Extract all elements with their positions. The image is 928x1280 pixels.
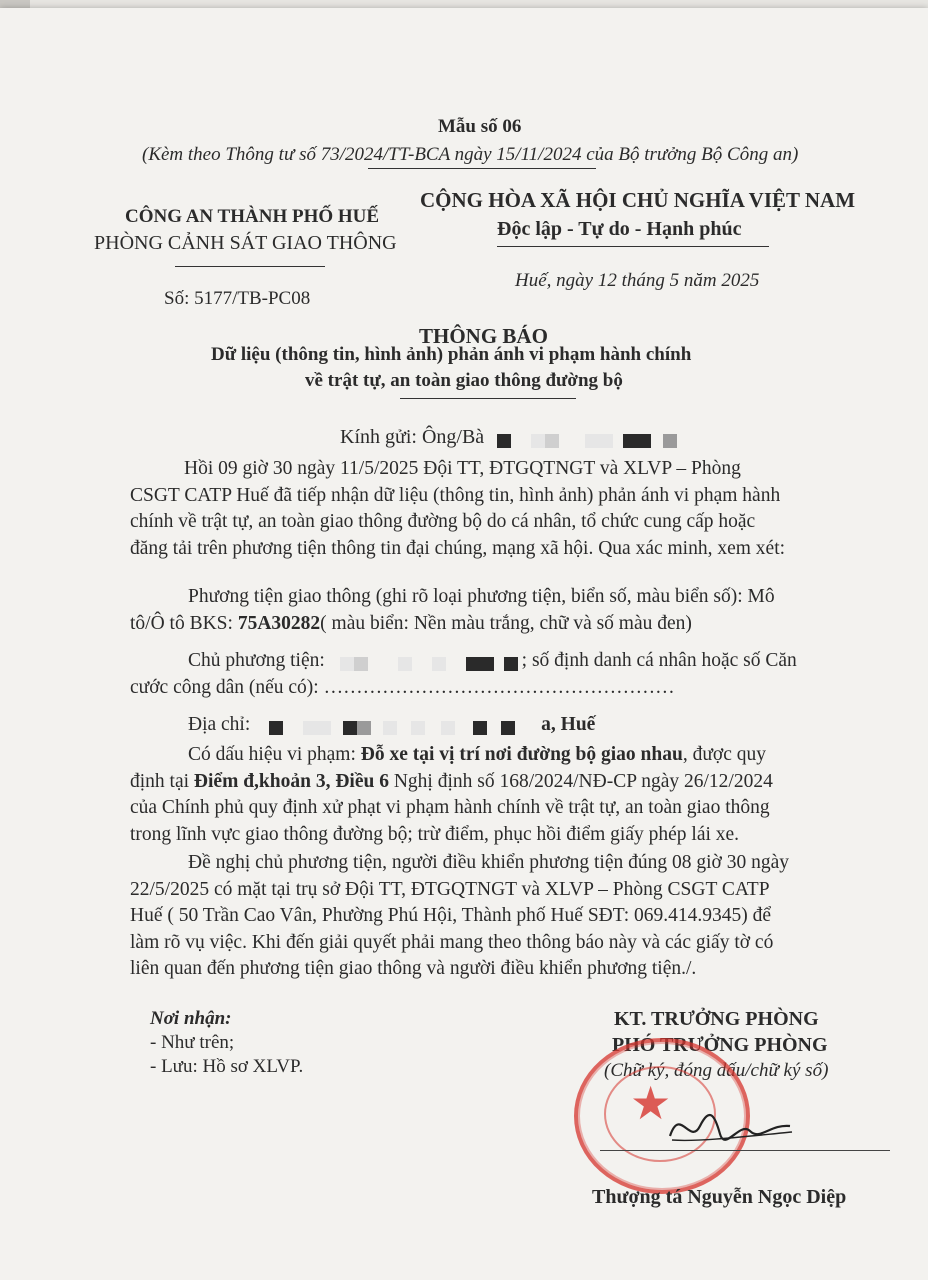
violation-paragraph: [130, 742, 773, 848]
violation-line-4: trong lĩnh vực giao thông đường bộ; trừ điểm, phục hồi điểm giấy phép lái xe.: [130, 823, 740, 845]
recipient-item-2: - Lưu: Hồ sơ XLVP.: [150, 1056, 304, 1077]
request-line-1: Đề nghị chủ phương tiện, người điều khiển phương tiện đúng 08 giờ 30 ngày: [188, 852, 790, 873]
form-attached-note: (Kèm theo Thông tư số 73/2024/TT-BCA ngày 15/11/2024 của Bộ trưởng Bộ Công an): [142, 144, 799, 165]
signer-name: Thượng tá Nguyễn Ngọc Diệp: [592, 1186, 847, 1208]
owner-paragraph: [130, 648, 797, 701]
violation-continuation: , được quy: [682, 744, 767, 765]
address-paragraph: [130, 712, 595, 739]
department-underline: [175, 266, 325, 267]
vehicle-plate: 75A30282: [237, 612, 321, 634]
notice-subtitle-2: về trật tự, an toàn giao thông đường bộ: [305, 370, 623, 391]
violation-description: Đỗ xe tại vị trí nơi đường bộ giao nhau: [360, 744, 683, 765]
request-line-2: 22/5/2025 có mặt tại trụ sở Đội TT, ĐTGQTNGT và XLVP – Phòng CSGT CATP: [130, 878, 770, 900]
document-page: [0, 8, 928, 1280]
request-line-4: làm rõ vụ việc. Khi đến giải quyết phải mang theo thông báo này và các giấy tờ có: [130, 931, 774, 953]
address-line: [130, 712, 595, 739]
notice-title: THÔNG BÁO: [419, 324, 548, 348]
signature-line: [600, 1150, 890, 1151]
attached-underline: [368, 168, 596, 169]
request-line-3: Huế ( 50 Trần Cao Vân, Phường Phú Hội, Thành phố Huế SĐT: 069.414.9345) để: [130, 905, 772, 926]
form-number: Mẫu số 06: [438, 116, 522, 137]
intro-line-2: CSGT CATP Huế đã tiếp nhận dữ liệu (thông tin, hình ảnh) phản ánh vi phạm hành: [130, 484, 781, 506]
national-motto: Độc lập - Tự do - Hạnh phúc: [497, 218, 742, 240]
agency-name: CÔNG AN THÀNH PHỐ HUẾ: [125, 206, 380, 227]
intro-line-3: chính về trật tự, an toàn giao thông đường bộ do cá nhân, tổ chức cung cấp hoặc: [130, 511, 756, 532]
intro-line-4: đăng tải trên phương tiện thông tin đại chúng, mạng xã hội. Qua xác minh, xem xét:: [130, 537, 786, 559]
greeting-text: Kính gửi: Ông/Bà: [340, 426, 485, 448]
subtitle-underline: [400, 398, 576, 399]
violation-label: Có dấu hiệu vi phạm:: [188, 744, 361, 765]
notice-subtitle-1: Dữ liệu (thông tin, hình ảnh) phản ánh vi phạm hành chính: [211, 344, 692, 365]
recipients-heading: Nơi nhận:: [150, 1008, 232, 1029]
intro-paragraph: [130, 456, 785, 562]
signer-role-1: KT. TRƯỞNG PHÒNG: [614, 1008, 819, 1030]
request-paragraph: [130, 850, 789, 983]
intro-line-1: Hồi 09 giờ 30 ngày 11/5/2025 Đội TT, ĐTGQTNGT và XLVP – Phòng: [184, 458, 741, 479]
address-label: Địa chỉ:: [188, 714, 251, 735]
violation-line-1: [130, 742, 773, 769]
violation-line-3: của Chính phủ quy định xử phạt vi phạm hành chính về trật tự, an toàn giao thông: [130, 797, 770, 818]
nation-name: CỘNG HÒA XÃ HỘI CHỦ NGHĨA VIỆT NAM: [420, 188, 856, 212]
recipient-name-redacted: [497, 429, 687, 447]
issue-date: Huế, ngày 12 tháng 5 năm 2025: [515, 270, 760, 291]
owner-label: Chủ phương tiện:: [188, 650, 325, 671]
violation-line-2: [130, 769, 773, 796]
address-redacted: [269, 715, 541, 733]
department-name: PHÒNG CẢNH SÁT GIAO THÔNG: [94, 232, 397, 254]
plate-color: ( màu biển: Nền màu trắng, chữ và số màu đen): [320, 612, 692, 634]
vehicle-paragraph: [130, 584, 775, 637]
signature-note: (Chữ ký, đóng dấu/chữ ký số): [604, 1060, 829, 1081]
regulation-label: định tại: [130, 770, 194, 792]
seal-star-icon: ★: [630, 1076, 672, 1130]
greeting-line: [340, 426, 687, 449]
vehicle-line-1: Phương tiện giao thông (ghi rõ loại phương tiện, biển số, màu biển số): Mô: [188, 586, 775, 607]
id-line: cước công dân (nếu có): ………………………………………………: [130, 676, 675, 698]
vehicle-plate-label: tô/Ô tô BKS:: [130, 612, 238, 634]
motto-underline: [497, 246, 769, 247]
document-number: Số: 5177/TB-PC08: [164, 288, 311, 309]
recipient-item-1: - Như trên;: [150, 1032, 235, 1053]
owner-id-label: ; số định danh cá nhân hoặc số Căn: [521, 650, 797, 671]
regulation-article: Điểm đ,khoản 3, Điều 6: [193, 770, 389, 792]
regulation-decree: Nghị định số 168/2024/NĐ-CP ngày 26/12/2024: [388, 770, 773, 792]
signer-role-2: PHÓ TRƯỞNG PHÒNG: [612, 1034, 828, 1056]
owner-line: [130, 648, 797, 675]
vehicle-line-2: [130, 611, 775, 638]
request-line-5: liên quan đến phương tiện giao thông và người điều khiển phương tiện./.: [130, 958, 697, 979]
owner-name-redacted: [330, 651, 522, 669]
address-city: a, Huế: [541, 714, 596, 735]
handwritten-signature: [660, 1096, 800, 1156]
